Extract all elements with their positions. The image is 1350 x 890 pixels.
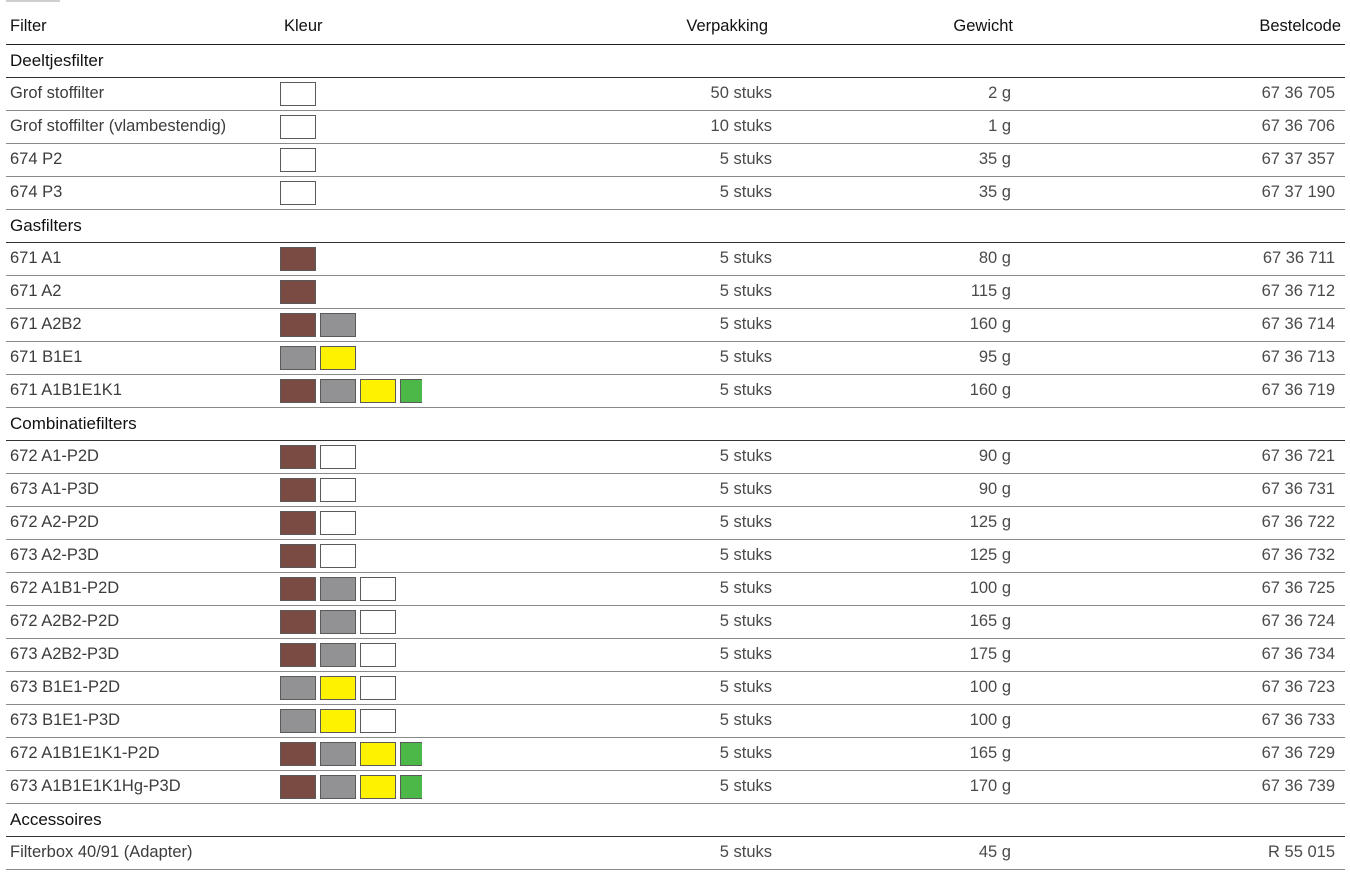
color-code-cell xyxy=(274,110,422,143)
color-swatch-white xyxy=(360,610,396,634)
gewicht-cell: 115 g xyxy=(772,275,1017,308)
verpakking-cell: 5 stuks xyxy=(422,506,772,539)
filter-name-cell: 673 B1E1-P2D xyxy=(6,671,274,704)
color-code-cell xyxy=(274,440,422,473)
gewicht-cell: 160 g xyxy=(772,374,1017,407)
gewicht-cell: 1 g xyxy=(772,110,1017,143)
color-swatch-green xyxy=(400,775,422,799)
color-code-cell xyxy=(274,275,422,308)
filter-name-cell: 673 A2B2-P3D xyxy=(6,638,274,671)
color-swatch-grey xyxy=(320,313,356,337)
filter-name-cell: 671 A2B2 xyxy=(6,308,274,341)
gewicht-cell: 35 g xyxy=(772,143,1017,176)
gewicht-cell: 90 g xyxy=(772,440,1017,473)
table-row xyxy=(6,374,1345,407)
header-verpakking: Verpakking xyxy=(422,10,772,44)
color-swatch-brown xyxy=(280,544,316,568)
color-swatch-brown xyxy=(280,280,316,304)
table-row xyxy=(6,242,1345,275)
verpakking-cell: 5 stuks xyxy=(422,473,772,506)
bestelcode-cell: 67 36 724 xyxy=(1017,605,1345,638)
color-swatch-grey xyxy=(320,379,356,403)
header-kleur: Kleur xyxy=(274,10,422,44)
verpakking-cell: 5 stuks xyxy=(422,143,772,176)
table-row xyxy=(6,341,1345,374)
color-code-cell xyxy=(274,572,422,605)
verpakking-cell: 5 stuks xyxy=(422,836,772,869)
color-swatch-yellow xyxy=(320,709,356,733)
section-row xyxy=(6,44,1345,77)
table-row xyxy=(6,473,1345,506)
section-row xyxy=(6,803,1345,836)
gewicht-cell: 170 g xyxy=(772,770,1017,803)
color-swatch-grey xyxy=(320,610,356,634)
filter-name-cell: 671 A1B1E1K1 xyxy=(6,374,274,407)
header-bestelcode: Bestelcode xyxy=(1017,10,1345,44)
bestelcode-cell: 67 36 734 xyxy=(1017,638,1345,671)
color-code-cell xyxy=(274,308,422,341)
color-swatch-grey xyxy=(280,676,316,700)
filter-name-cell: Filterbox 40/91 (Adapter) xyxy=(6,836,274,869)
table-row xyxy=(6,737,1345,770)
color-swatch-grey xyxy=(320,742,356,766)
bestelcode-cell: 67 36 722 xyxy=(1017,506,1345,539)
verpakking-cell: 5 stuks xyxy=(422,242,772,275)
bestelcode-cell: 67 36 729 xyxy=(1017,737,1345,770)
section-title: Deeltjesfilter xyxy=(6,44,1345,77)
filter-name-cell: 673 A2-P3D xyxy=(6,539,274,572)
filter-order-table xyxy=(6,10,1345,870)
color-code-cell xyxy=(274,770,422,803)
color-code-cell xyxy=(274,671,422,704)
color-swatch-grey xyxy=(280,346,316,370)
color-swatch-yellow xyxy=(360,775,396,799)
filter-name-cell: 672 A2-P2D xyxy=(6,506,274,539)
header-filter: Filter xyxy=(6,10,274,44)
table-row xyxy=(6,308,1345,341)
bestelcode-cell: 67 36 731 xyxy=(1017,473,1345,506)
color-swatch-white xyxy=(320,544,356,568)
bestelcode-cell: 67 36 714 xyxy=(1017,308,1345,341)
filter-name-cell: 672 A1B1E1K1-P2D xyxy=(6,737,274,770)
table-row xyxy=(6,440,1345,473)
bestelcode-cell: 67 36 713 xyxy=(1017,341,1345,374)
color-swatch-yellow xyxy=(320,676,356,700)
bestelcode-cell: 67 36 706 xyxy=(1017,110,1345,143)
color-swatch-brown xyxy=(280,775,316,799)
table-row xyxy=(6,836,1345,869)
color-code-cell xyxy=(274,341,422,374)
bestelcode-cell: 67 37 190 xyxy=(1017,176,1345,209)
color-swatch-green xyxy=(400,379,422,403)
table-row xyxy=(6,506,1345,539)
bestelcode-cell: 67 36 732 xyxy=(1017,539,1345,572)
bestelcode-cell: 67 36 712 xyxy=(1017,275,1345,308)
verpakking-cell: 5 stuks xyxy=(422,770,772,803)
filter-name-cell: 672 A1-P2D xyxy=(6,440,274,473)
color-code-cell xyxy=(274,77,422,110)
bestelcode-cell: 67 36 721 xyxy=(1017,440,1345,473)
filter-name-cell: 673 B1E1-P3D xyxy=(6,704,274,737)
bestelcode-cell: 67 37 357 xyxy=(1017,143,1345,176)
verpakking-cell: 5 stuks xyxy=(422,275,772,308)
gewicht-cell: 100 g xyxy=(772,671,1017,704)
color-code-cell xyxy=(274,737,422,770)
bestelcode-cell: 67 36 711 xyxy=(1017,242,1345,275)
verpakking-cell: 5 stuks xyxy=(422,605,772,638)
header-gewicht: Gewicht xyxy=(772,10,1017,44)
gewicht-cell: 100 g xyxy=(772,704,1017,737)
table-body xyxy=(6,44,1345,869)
color-swatch-brown xyxy=(280,610,316,634)
color-swatch-green xyxy=(400,742,422,766)
verpakking-cell: 5 stuks xyxy=(422,737,772,770)
table-row xyxy=(6,110,1345,143)
gewicht-cell: 125 g xyxy=(772,539,1017,572)
gewicht-cell: 45 g xyxy=(772,836,1017,869)
color-swatch-grey xyxy=(320,577,356,601)
color-swatch-white xyxy=(360,676,396,700)
filter-name-cell: 672 A2B2-P2D xyxy=(6,605,274,638)
color-swatch-white xyxy=(360,643,396,667)
filter-name-cell: 671 B1E1 xyxy=(6,341,274,374)
color-code-cell xyxy=(274,176,422,209)
bestelcode-cell: 67 36 719 xyxy=(1017,374,1345,407)
color-swatch-white xyxy=(280,148,316,172)
color-swatch-brown xyxy=(280,247,316,271)
bestelcode-cell: 67 36 723 xyxy=(1017,671,1345,704)
table-row xyxy=(6,143,1345,176)
gewicht-cell: 100 g xyxy=(772,572,1017,605)
table-row xyxy=(6,704,1345,737)
color-code-cell xyxy=(274,143,422,176)
section-row xyxy=(6,407,1345,440)
section-row xyxy=(6,209,1345,242)
top-rule-fragment xyxy=(6,0,60,6)
section-title: Gasfilters xyxy=(6,209,1345,242)
gewicht-cell: 90 g xyxy=(772,473,1017,506)
table-row xyxy=(6,539,1345,572)
verpakking-cell: 5 stuks xyxy=(422,374,772,407)
gewicht-cell: 2 g xyxy=(772,77,1017,110)
gewicht-cell: 125 g xyxy=(772,506,1017,539)
table-row xyxy=(6,572,1345,605)
color-swatch-grey xyxy=(320,775,356,799)
color-code-cell xyxy=(274,704,422,737)
color-swatch-yellow xyxy=(320,346,356,370)
table-row xyxy=(6,770,1345,803)
verpakking-cell: 50 stuks xyxy=(422,77,772,110)
verpakking-cell: 5 stuks xyxy=(422,308,772,341)
color-swatch-brown xyxy=(280,313,316,337)
filter-name-cell: 672 A1B1-P2D xyxy=(6,572,274,605)
color-code-cell xyxy=(274,473,422,506)
color-swatch-brown xyxy=(280,511,316,535)
color-swatch-brown xyxy=(280,643,316,667)
gewicht-cell: 35 g xyxy=(772,176,1017,209)
filter-name-cell: 674 P3 xyxy=(6,176,274,209)
color-swatch-yellow xyxy=(360,742,396,766)
filter-name-cell: 673 A1B1E1K1Hg-P3D xyxy=(6,770,274,803)
color-swatch-white xyxy=(320,445,356,469)
color-code-cell xyxy=(274,539,422,572)
filter-name-cell: Grof stoffilter xyxy=(6,77,274,110)
color-code-cell xyxy=(274,374,422,407)
filter-name-cell: 673 A1-P3D xyxy=(6,473,274,506)
color-swatch-brown xyxy=(280,445,316,469)
color-swatch-brown xyxy=(280,742,316,766)
color-swatch-white xyxy=(280,181,316,205)
table-row xyxy=(6,176,1345,209)
gewicht-cell: 165 g xyxy=(772,737,1017,770)
table-row xyxy=(6,671,1345,704)
color-swatch-white xyxy=(280,82,316,106)
filter-name-cell: 674 P2 xyxy=(6,143,274,176)
color-swatch-white xyxy=(320,478,356,502)
bestelcode-cell: 67 36 725 xyxy=(1017,572,1345,605)
color-swatch-white xyxy=(360,577,396,601)
verpakking-cell: 5 stuks xyxy=(422,671,772,704)
color-swatch-white xyxy=(320,511,356,535)
verpakking-cell: 5 stuks xyxy=(422,572,772,605)
filter-name-cell: 671 A1 xyxy=(6,242,274,275)
color-swatch-white xyxy=(360,709,396,733)
verpakking-cell: 10 stuks xyxy=(422,110,772,143)
section-title: Combinatiefilters xyxy=(6,407,1345,440)
gewicht-cell: 95 g xyxy=(772,341,1017,374)
color-swatch-brown xyxy=(280,379,316,403)
filter-name-cell: 671 A2 xyxy=(6,275,274,308)
gewicht-cell: 160 g xyxy=(772,308,1017,341)
color-swatch-brown xyxy=(280,478,316,502)
table-row xyxy=(6,275,1345,308)
bestelcode-cell: 67 36 705 xyxy=(1017,77,1345,110)
color-code-cell xyxy=(274,638,422,671)
verpakking-cell: 5 stuks xyxy=(422,341,772,374)
gewicht-cell: 175 g xyxy=(772,638,1017,671)
color-swatch-white xyxy=(280,115,316,139)
color-swatch-yellow xyxy=(360,379,396,403)
bestelcode-cell: 67 36 733 xyxy=(1017,704,1345,737)
color-code-cell xyxy=(274,836,422,869)
color-code-cell xyxy=(274,242,422,275)
verpakking-cell: 5 stuks xyxy=(422,638,772,671)
table-row xyxy=(6,638,1345,671)
gewicht-cell: 165 g xyxy=(772,605,1017,638)
table-row xyxy=(6,77,1345,110)
table-row xyxy=(6,605,1345,638)
verpakking-cell: 5 stuks xyxy=(422,539,772,572)
color-swatch-grey xyxy=(320,643,356,667)
bestelcode-cell: 67 36 739 xyxy=(1017,770,1345,803)
color-swatch-grey xyxy=(280,709,316,733)
gewicht-cell: 80 g xyxy=(772,242,1017,275)
section-title: Accessoires xyxy=(6,803,1345,836)
verpakking-cell: 5 stuks xyxy=(422,176,772,209)
color-code-cell xyxy=(274,506,422,539)
bestelcode-cell: R 55 015 xyxy=(1017,836,1345,869)
table-header-row xyxy=(6,10,1345,44)
verpakking-cell: 5 stuks xyxy=(422,440,772,473)
color-swatch-brown xyxy=(280,577,316,601)
filter-name-cell: Grof stoffilter (vlambestendig) xyxy=(6,110,274,143)
color-code-cell xyxy=(274,605,422,638)
verpakking-cell: 5 stuks xyxy=(422,704,772,737)
